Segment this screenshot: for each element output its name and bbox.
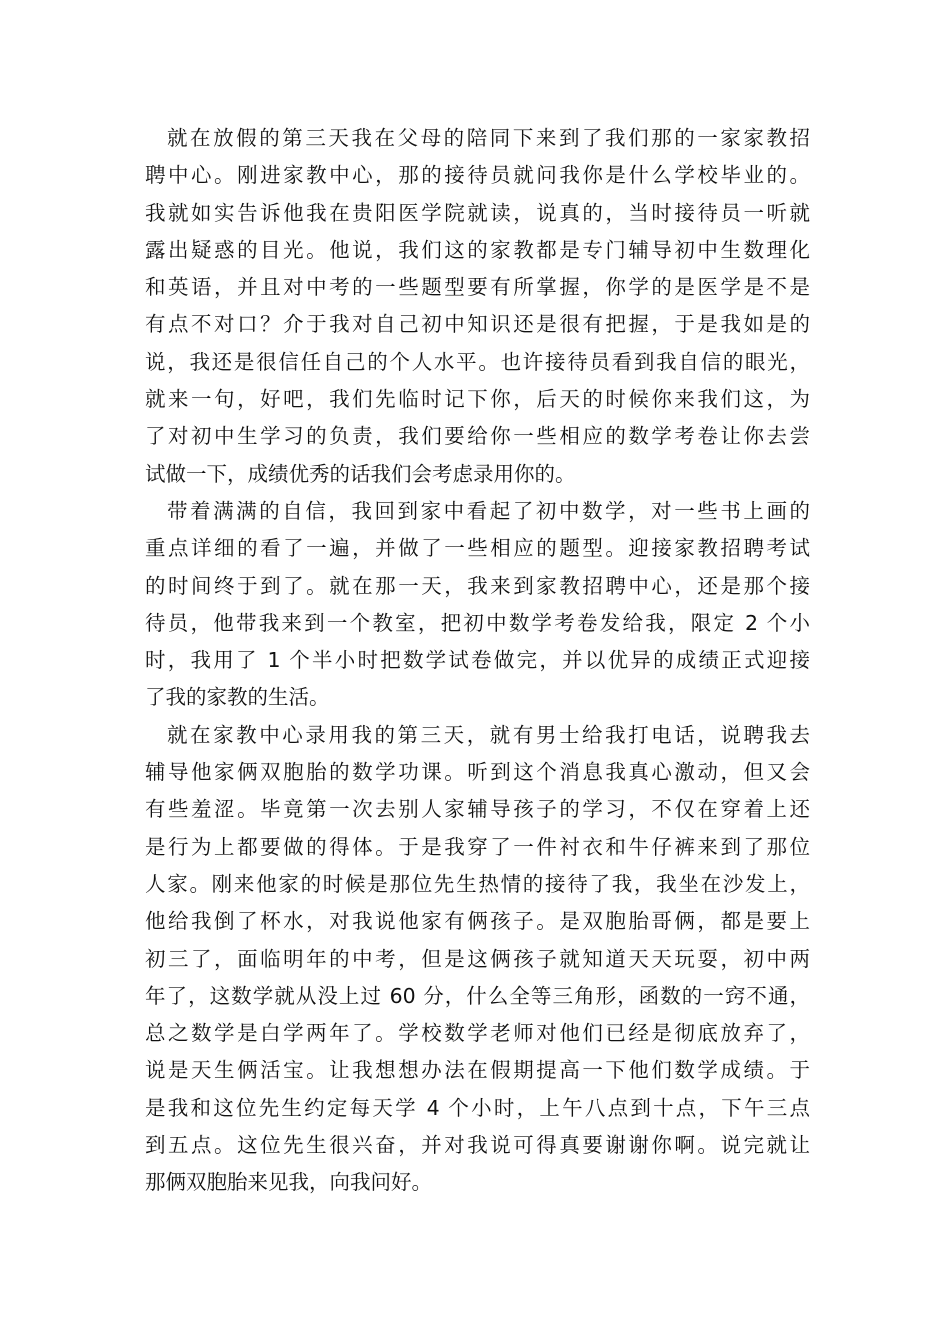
text-line: 是我和这位先生约定每天学 4 个小时，上午八点到十点，下午三点 xyxy=(145,1095,810,1120)
paragraph-3 xyxy=(145,717,810,1202)
text-line: 就来一句，好吧，我们先临时记下你，后天的时候你来我们这，为 xyxy=(145,387,810,412)
paragraph-1 xyxy=(145,120,810,493)
text-line: 时，我用了 1 个半小时把数学试卷做完，并以优异的成绩正式迎接 xyxy=(145,648,810,673)
text-line: 露出疑惑的目光。他说，我们这的家教都是专门辅导初中生数理化 xyxy=(145,237,810,262)
text-line: 了对初中生学习的负责，我们要给你一些相应的数学考卷让你去尝 xyxy=(145,424,810,449)
text-line: 待员，他带我来到一个教室，把初中数学考卷发给我，限定 2 个小 xyxy=(145,610,810,635)
text-line: 是行为上都要做的得体。于是我穿了一件衬衣和牛仔裤来到了那位 xyxy=(145,834,810,859)
text-line: 那俩双胞胎来见我，向我问好。 xyxy=(145,1170,432,1195)
text-line: 就在放假的第三天我在父母的陪同下来到了我们那的一家家教招 xyxy=(167,126,810,150)
text-line: 说是天生俩活宝。让我想想办法在假期提高一下他们数学成绩。于 xyxy=(145,1058,810,1083)
text-line: 有点不对口？介于我对自己初中知识还是很有把握，于是我如是的 xyxy=(145,312,810,337)
text-line: 说，我还是很信任自己的个人水平。也许接待员看到我自信的眼光， xyxy=(145,349,810,374)
text-line: 总之数学是白学两年了。学校数学老师对他们已经是彻底放弃了， xyxy=(145,1021,810,1046)
paragraph-2 xyxy=(145,493,810,717)
text-line: 人家。刚来他家的时候是那位先生热情的接待了我，我坐在沙发上， xyxy=(145,871,810,896)
text-line: 重点详细的看了一遍，并做了一些相应的题型。迎接家教招聘考试 xyxy=(145,536,810,561)
text-line: 我就如实告诉他我在贵阳医学院就读，说真的，当时接待员一听就 xyxy=(145,200,810,225)
text-line: 试做一下，成绩优秀的话我们会考虑录用你的。 xyxy=(145,461,576,486)
text-line: 就在家教中心录用我的第三天，就有男士给我打电话，说聘我去 xyxy=(167,722,810,747)
text-line: 有些羞涩。毕竟第一次去别人家辅导孩子的学习，不仅在穿着上还 xyxy=(145,797,810,822)
text-line: 到五点。这位先生很兴奋，并对我说可得真要谢谢你啊。说完就让 xyxy=(145,1133,810,1158)
text-line: 辅导他家俩双胞胎的数学功课。听到这个消息我真心激动，但又会 xyxy=(145,760,810,785)
text-line: 聘中心。刚进家教中心，那的接待员就问我你是什么学校毕业的。 xyxy=(145,163,810,188)
text-line: 他给我倒了杯水，对我说他家有俩孩子。是双胞胎哥俩，都是要上 xyxy=(145,909,810,934)
text-line: 的时间终于到了。就在那一天，我来到家教招聘中心，还是那个接 xyxy=(145,573,810,598)
text-line: 带着满满的自信，我回到家中看起了初中数学，对一些书上画的 xyxy=(167,498,810,523)
text-line: 年了，这数学就从没上过 60 分，什么全等三角形，函数的一窍不通， xyxy=(145,983,810,1008)
text-line: 了我的家教的生活。 xyxy=(145,685,330,710)
text-line: 初三了，面临明年的中考，但是这俩孩子就知道天天玩耍，初中两 xyxy=(145,946,810,971)
document-body xyxy=(145,120,810,1202)
text-line: 和英语，并且对中考的一些题型要有所掌握，你学的是医学是不是 xyxy=(145,275,810,300)
